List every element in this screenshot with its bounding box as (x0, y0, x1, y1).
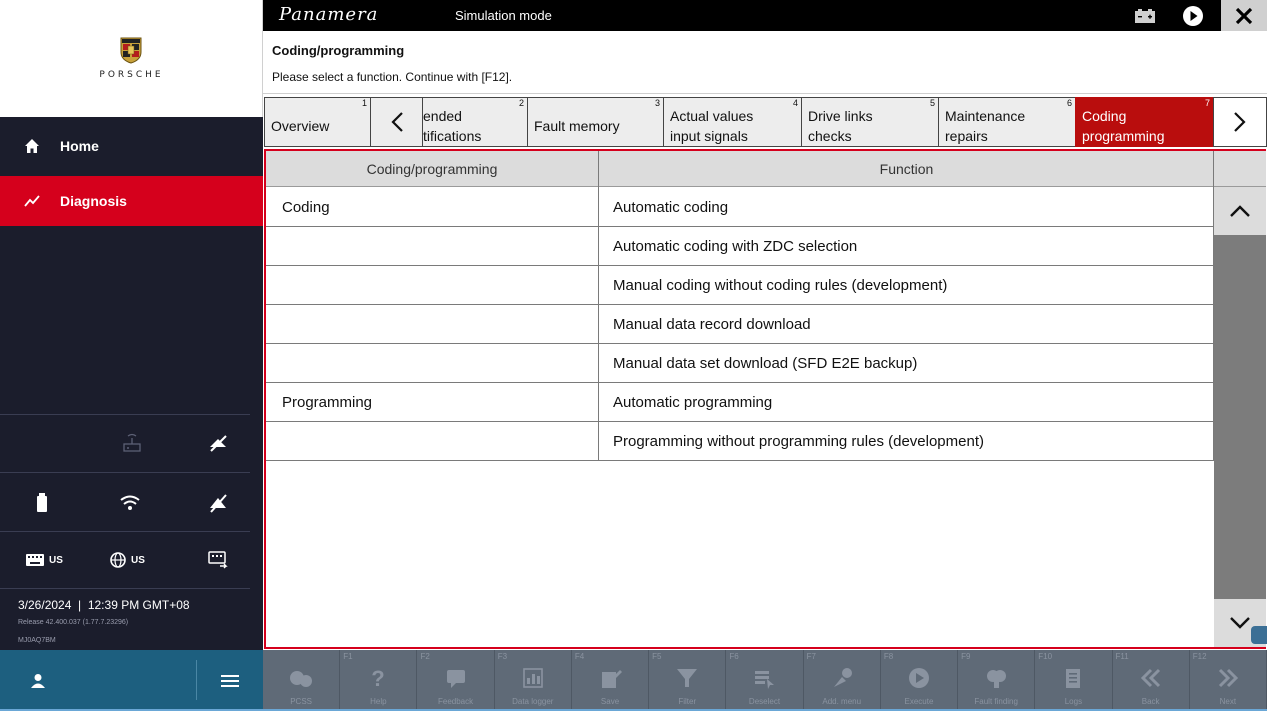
brand-logo-text: PORSCHE (99, 70, 164, 80)
fkey-number: F2 (420, 652, 430, 661)
simulation-mode-label: Simulation mode (455, 8, 552, 23)
footer-divider (196, 660, 197, 700)
side-panel-handle[interactable] (1251, 626, 1267, 644)
fkey-label: Add. menu (822, 697, 862, 706)
fkey-data-logger-button[interactable] (495, 650, 572, 711)
tab-drive-links[interactable] (801, 97, 939, 147)
sidebar-item-label: Diagnosis (60, 193, 127, 209)
fkey-help-button[interactable] (340, 650, 417, 711)
fkey-pcss-button[interactable] (263, 650, 340, 711)
fkey-add-menu-button[interactable] (804, 650, 881, 711)
table-cell-group[interactable]: Coding (266, 188, 598, 227)
back-icon (1138, 665, 1164, 691)
fkey-label: PCSS (290, 697, 312, 706)
battery-status-icon (1130, 0, 1160, 31)
fkey-logs-button[interactable] (1035, 650, 1112, 711)
home-icon (24, 138, 40, 154)
tab-label: Overview (271, 118, 330, 134)
svg-text:?: ? (371, 666, 386, 691)
fkey-label: Execute (904, 697, 934, 706)
user-icon[interactable] (24, 668, 52, 694)
tab-fault-memory[interactable] (527, 97, 664, 147)
fkey-number: F3 (497, 652, 508, 661)
deselect-icon (751, 665, 777, 691)
scrollbar-header (1214, 151, 1266, 187)
header-divider (263, 93, 1267, 94)
sidebar-divider (0, 472, 250, 473)
sidebar-divider (0, 414, 250, 415)
add-menu-icon (829, 665, 855, 691)
sidebar-item-label: Home (60, 138, 99, 154)
tab-maintenance[interactable] (938, 97, 1076, 147)
save-icon (597, 665, 623, 691)
table-cell-group[interactable] (266, 266, 598, 305)
title-bar (263, 0, 1267, 31)
column-header-function: Function (598, 151, 1214, 187)
datetime-display: 3/26/2024 | 12:39 PM GMT+08 (18, 598, 190, 612)
fault-finding-icon (983, 665, 1009, 691)
fkey-execute-button[interactable] (881, 650, 958, 711)
table-cell-function[interactable]: Manual data set download (SFD E2E backup) (599, 344, 1213, 383)
scrollbar[interactable] (1214, 151, 1266, 647)
fkey-next-button[interactable] (1190, 650, 1267, 711)
fkey-number: F9 (961, 652, 971, 661)
fkey-number: F11 (1115, 652, 1129, 661)
tab-number: 6 (1066, 98, 1072, 108)
sidebar (0, 0, 263, 711)
router-status-icon (118, 430, 146, 456)
fkey-fault-finding-button[interactable] (958, 650, 1035, 711)
tab-coding-programming[interactable] (1075, 97, 1214, 147)
play-button[interactable] (1178, 0, 1208, 31)
porsche-crest-logo (120, 36, 142, 64)
fkey-feedback-button[interactable] (417, 650, 494, 711)
execute-icon (906, 665, 932, 691)
data-logger-icon (520, 665, 546, 691)
fkey-number: F8 (883, 652, 894, 661)
tab-label: Fault memory (534, 118, 620, 134)
tab-label-line1: Actual values (670, 108, 754, 124)
release-version: Release 42.400.037 (1.77.7.23296) (18, 619, 129, 626)
vehicle-model: Panamera (279, 4, 379, 25)
brand-area (0, 0, 263, 117)
wifi-icon (116, 490, 144, 516)
diagnosis-chart-icon (24, 193, 40, 209)
tab-number: 3 (654, 98, 660, 108)
play-icon (1182, 5, 1204, 27)
table-cell-group[interactable] (266, 422, 598, 461)
tab-label-line2: input signals (670, 128, 748, 144)
logs-icon (1060, 665, 1086, 691)
fkey-number: F4 (574, 652, 585, 661)
switch-keyboard-icon[interactable] (204, 547, 232, 573)
fkey-label: Filter (678, 697, 697, 706)
page-title: Coding/programming (272, 43, 405, 58)
feedback-icon (443, 665, 469, 691)
fkey-number: F6 (729, 652, 739, 661)
instruction-text: Please select a function. Continue with [F12]. (272, 70, 513, 84)
scroll-up-button[interactable] (1214, 187, 1266, 235)
filter-icon (674, 665, 700, 691)
tab-label-line1: Maintenance (945, 108, 1026, 124)
signal-off-icon (204, 490, 232, 516)
tab-extended-notifications[interactable] (422, 97, 528, 147)
table-cell-function[interactable]: Manual coding without coding rules (development) (599, 266, 1213, 305)
keyboard-icon (26, 554, 44, 566)
tab-number: 1 (361, 98, 367, 108)
language-button[interactable] (110, 547, 170, 573)
fkey-number: F7 (806, 652, 816, 661)
language-label: US (131, 554, 145, 566)
tab-label-line2: programming (1082, 128, 1165, 144)
tab-bar (263, 97, 1267, 148)
table-cell-function[interactable]: Automatic programming (599, 383, 1213, 422)
fkey-save-button[interactable] (572, 650, 649, 711)
pcss-icon (288, 665, 314, 691)
table-cell-group[interactable] (266, 227, 598, 266)
sidebar-item-home[interactable] (0, 121, 263, 171)
tab-label-line2: repairs (945, 128, 988, 144)
tab-overview[interactable] (264, 97, 371, 147)
fkey-label: Save (600, 697, 620, 706)
column-header-group: Coding/programming (266, 151, 598, 187)
keyboard-layout-label: US (49, 554, 63, 566)
close-icon (1235, 7, 1253, 25)
column-divider (598, 151, 599, 461)
table-cell-function[interactable]: Automatic coding with ZDC selection (599, 227, 1213, 266)
sidebar-item-diagnosis[interactable] (0, 176, 263, 226)
tab-number: 4 (792, 98, 798, 108)
table-cell-function[interactable]: Programming without programming rules (development) (599, 422, 1213, 461)
function-table (264, 149, 1266, 649)
next-icon (1215, 665, 1241, 691)
chevron-left-icon (390, 111, 404, 133)
tab-number: 2 (518, 98, 524, 108)
tab-label-line1: Coding (1082, 108, 1127, 124)
fkey-deselect-button[interactable] (726, 650, 803, 711)
tab-label-line1: ended (423, 108, 462, 124)
fkey-number: F12 (1192, 652, 1207, 661)
chevron-right-icon (1233, 111, 1247, 133)
fkey-number: F5 (652, 652, 662, 661)
fkey-back-button[interactable] (1113, 650, 1190, 711)
menu-icon[interactable] (216, 668, 244, 694)
table-cell-group[interactable] (266, 344, 598, 383)
sidebar-divider (0, 531, 250, 532)
tab-label-line2: tifications (423, 128, 482, 144)
sidebar-divider (0, 588, 250, 589)
tab-scroll-right-button[interactable] (1213, 97, 1267, 147)
sidebar-footer (0, 650, 263, 711)
fkey-label: Next (1219, 697, 1237, 706)
tab-actual-values[interactable] (663, 97, 802, 147)
tab-number: 7 (1204, 98, 1210, 108)
fkey-label: Feedback (437, 697, 474, 706)
table-cell-function[interactable]: Manual data record download (599, 305, 1213, 344)
fkey-label: Data logger (512, 697, 554, 706)
vehicle-id: MJ0AQ7BM (18, 637, 56, 644)
connection-off-icon (204, 430, 232, 456)
table-cell-function[interactable]: Automatic coding (599, 188, 1213, 227)
fkey-label: Fault finding (974, 697, 1018, 706)
fkey-filter-button[interactable] (649, 650, 726, 711)
keyboard-layout-button[interactable] (26, 547, 86, 573)
chevron-up-icon (1229, 204, 1251, 218)
globe-icon (110, 552, 126, 568)
battery-icon (30, 490, 54, 516)
fkey-number: F10 (1038, 652, 1053, 661)
fkey-label: Back (1141, 697, 1160, 706)
table-cell-group[interactable]: Programming (266, 383, 598, 422)
tab-label-line2: checks (808, 128, 852, 144)
fkey-label: Logs (1064, 697, 1083, 706)
help-icon (365, 665, 391, 691)
function-key-bar (263, 650, 1267, 711)
fkey-number: F1 (343, 652, 353, 661)
chevron-down-icon (1229, 616, 1251, 630)
tab-scroll-left-button[interactable] (370, 97, 423, 147)
fkey-label: Help (370, 697, 387, 706)
fkey-label: Deselect (748, 697, 781, 706)
tab-label-line1: Drive links (808, 108, 873, 124)
tab-number: 5 (929, 98, 935, 108)
close-button[interactable] (1221, 0, 1267, 31)
table-cell-group[interactable] (266, 305, 598, 344)
